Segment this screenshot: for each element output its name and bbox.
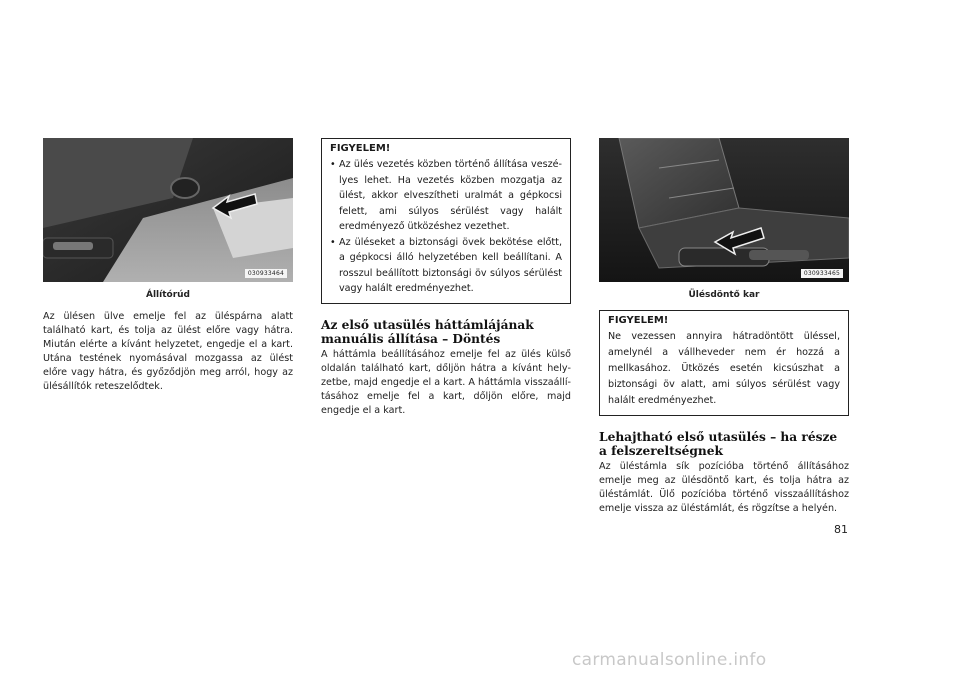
section-heading: Az első utasülés háttámlájának manuális állítása – Döntés: [321, 317, 534, 346]
seat-adjuster-bar-photo: [43, 138, 293, 282]
warning-text: Ne vezessen annyira hátradöntött üléssel, amelynél a vállheveder nem ér hozzá a mellkasához. Ütközés esetén kicsúszhat a biztonsági öv alatt, ami súlyos sérülést vagy halált eredményezhet.: [608, 331, 840, 406]
warning-box: [599, 310, 849, 416]
recline-lever-photo: [599, 138, 849, 282]
watermark: carmanualsonline.info: [572, 650, 767, 670]
right-column: [599, 138, 849, 516]
page-number: 81: [834, 523, 848, 536]
photo-caption: Állítórúd: [146, 290, 190, 300]
left-column: [43, 138, 293, 394]
middle-column: [321, 138, 571, 418]
section-heading: Lehajtható első utasülés – ha része a felszereltségnek: [599, 430, 838, 458]
recline-paragraph: A háttámla beállításához emelje fel az ülés külső oldalán található kart, dőljön hátra a kívánt helyzetbe, majd engedje el a kart. A háttámla visszaállításához emelje fel a kart, dőljön előre, majd engedje el a kart.: [321, 348, 571, 416]
photo-id: 030933464: [245, 269, 287, 278]
fold-flat-paragraph: Az üléstámla sík pozícióba történő állításához emelje meg az ülésdöntő kart, és tolja hátra az üléstámlát. Ülő pozícióba történő visszaállításhoz emelje vissza az üléstámlát, és rögzítse a helyén.: [599, 461, 849, 514]
adjuster-paragraph: Az ülésen ülve emelje fel az üléspárna alatt található kart, és tolja az ülést előre vagy hátra. Miután elérte a kívánt helyzetet, engedje el a kart. Utána testének nyomásával mozgassa az ülést előre vagy hátra, és győződjön meg arról, hogy az ülésállítók reteszelődtek.: [43, 311, 293, 392]
warning-box: [321, 138, 571, 304]
recline-lever-image: [599, 138, 849, 282]
warning-list: [330, 157, 562, 297]
warning-item: • Az ülés vezetés közben történő állítása veszélyes lehet. Ha vezetés közben mozgatja az ülést, akkor elveszítheti uralmát a gépkocsi felett, ami súlyos sérülést vagy halált eredményező ütközéshez vezethet.: [330, 157, 562, 235]
photo-caption: Ülésdöntő kar: [688, 290, 760, 300]
seat-adjuster-bar-image: [43, 138, 293, 282]
photo-id: 030933465: [801, 269, 843, 278]
warning-item: • Az üléseket a biztonsági övek bekötése előtt, a gépkocsi álló helyzetében kell beállítani. A rosszul beállított biztonsági öv súlyos sérülést vagy halált eredményezhet.: [330, 235, 562, 297]
warning-title: FIGYELEM!: [608, 315, 669, 326]
warning-title: FIGYELEM!: [330, 143, 391, 154]
